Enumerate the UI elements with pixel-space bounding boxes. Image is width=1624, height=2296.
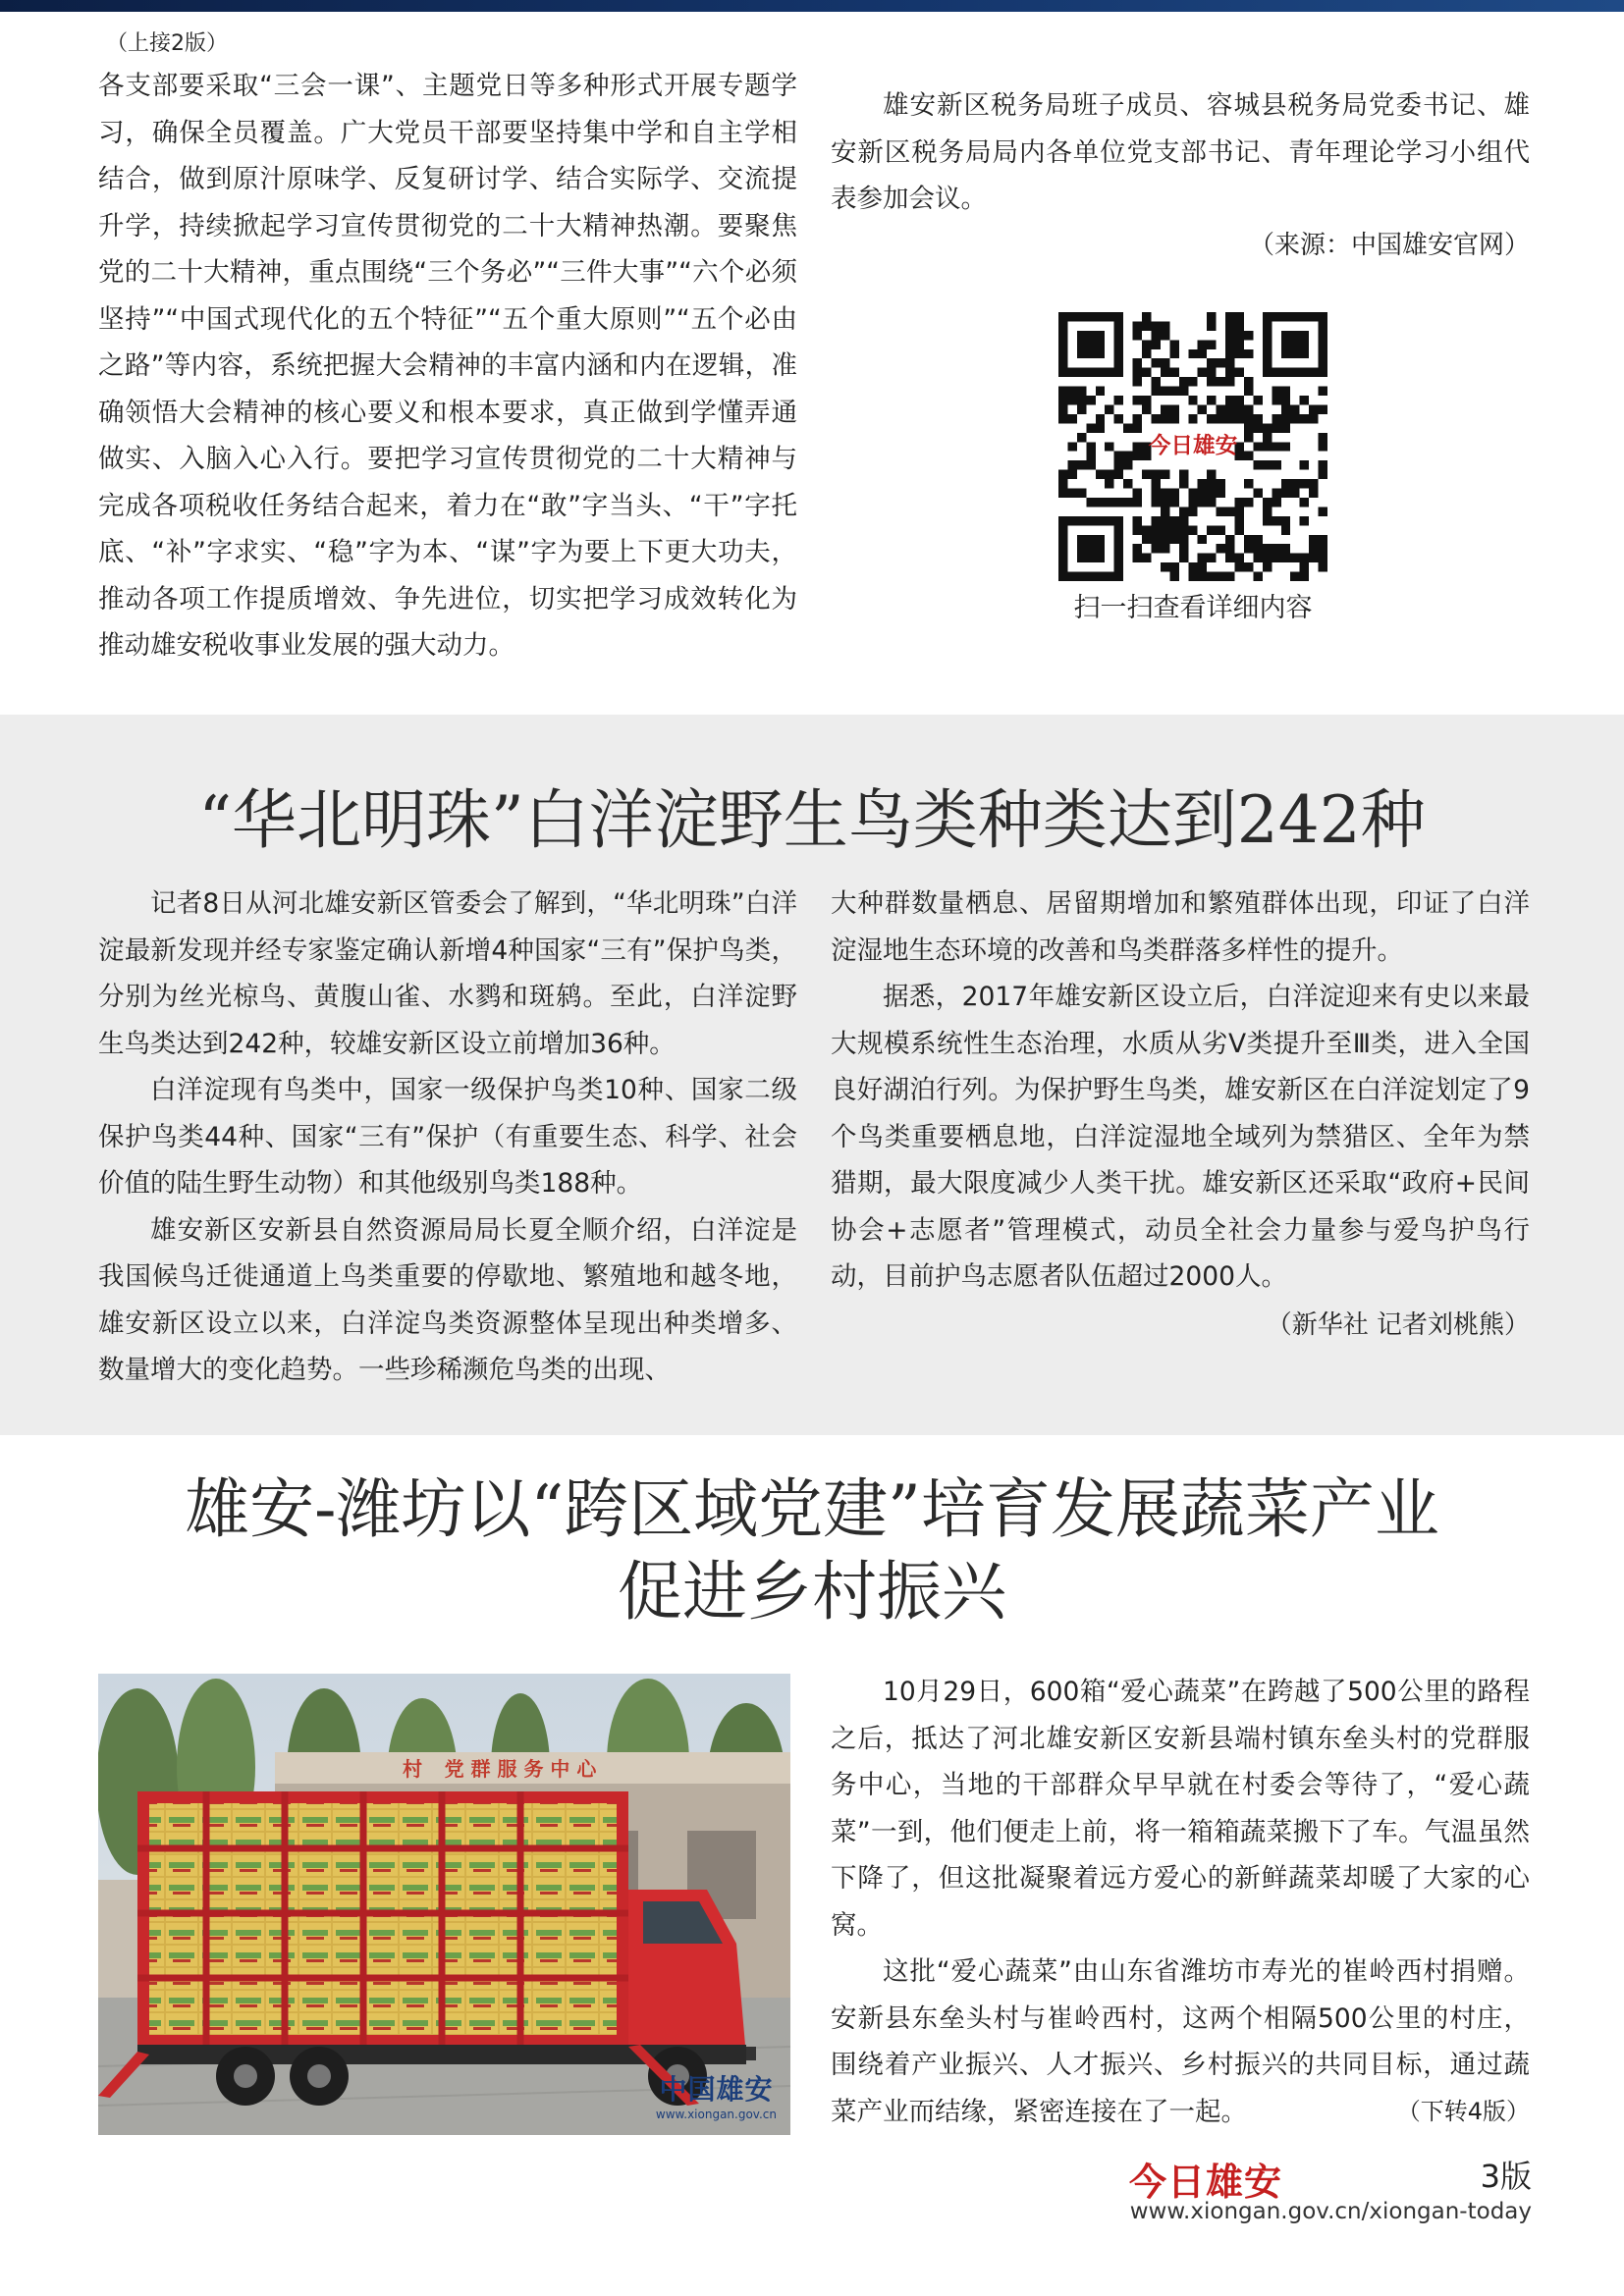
article2-paragraph-1: 记者8日从河北雄安新区管委会了解到，“华北明珠”白洋淀最新发现并经专家鉴定确认新增4种国家“三有”保护鸟类，分别为丝光椋鸟、黄腹山雀、水鹨和斑鸫。至此，白洋淀野生鸟类达到242种，较雄安新区设立前增加36种。 — [98, 888, 797, 1059]
article2-paragraph-3: 雄安新区安新县自然资源局局长夏全顺介绍，白洋淀是我国候鸟迁徙通道上鸟类重要的停歇地、繁殖地和越冬地，雄安新区设立以来，白洋淀鸟类资源整体呈现出种类增多、数量增大的变化趋势。一些珍稀濒危鸟类的出现、 — [98, 1214, 797, 1385]
article1-left-column — [98, 29, 797, 669]
article2-paragraph-4: 据悉，2017年雄安新区设立后，白洋淀迎来有史以来最大规模系统性生态治理，水质从劣Ⅴ类提升至Ⅲ类，进入全国良好湖泊行列。为保护野生鸟类，雄安新区在白洋淀划定了9个鸟类重要栖息地，白洋淀湿地全域列为禁猎区、全年为禁猎期，最大限度减少人类干扰。雄安新区还采取“政府+民间协会+志愿者”管理模式，动员全社会力量参与爱鸟护鸟行动，目前护鸟志愿者队伍超过2000人。 — [831, 982, 1530, 1292]
qr-code-image — [1058, 312, 1327, 581]
article3-paragraph-2 — [831, 1949, 1530, 2135]
watermark-logo: 中国雄安 — [659, 2073, 774, 2106]
article3-right-column — [831, 1669, 1530, 2135]
article1-right-column — [831, 82, 1530, 269]
photo-watermark — [656, 2068, 777, 2121]
article1-paragraph: 各支部要采取“三会一课”、主题党日等多种形式开展专题学习，确保全员覆盖。广大党员干部要坚持集中学和自主学相结合，做到原汁原味学、反复研讨学、结合实际学、交流提升学，持续掀起学习宣传贯彻党的二十大精神热潮。要聚焦党的二十大精神，重点围绕“三个务必”“三件大事”“六个必须坚持”“中国式现代化的五个特征”“五个重大原则”“五个必由之路”等内容，系统把握大会精神的丰富内涵和内在逻辑，准确领悟大会精神的核心要义和根本要求，真正做到学懂弄通做实、入脑入心入行。要把学习宣传贯彻党的二十大精神与完成各项税收任务结合起来，着力在“敢”字当头、“干”字托底、“补”字求实、“稳”字为本、“谋”字为要上下更大功夫，推动各项工作提质增效、争先进位，切实把学习成效转化为推动雄安税收事业发展的强大动力。 — [98, 71, 797, 661]
truck-photo — [98, 1674, 790, 2135]
masthead-logo: 今日雄安 — [1129, 2160, 1283, 2204]
article3-paragraph-2-text: 这批“爱心蔬菜”由山东省潍坊市寿光的崔岭西村捐赠。安新县东垒头村与崔岭西村，这两个相隔500公里的村庄，围绕着产业振兴、人才振兴、乡村振兴的共同目标，通过蔬菜产业而结缘，紧密连接在了一起。 — [831, 1956, 1530, 2127]
page-number: 3版 — [1480, 2158, 1532, 2195]
continued-from-note: （上接2版） — [106, 31, 228, 56]
building-sign-text: 党 群 服 务 中 心 — [444, 1757, 597, 1781]
building-sign-prefix: 村 — [403, 1757, 422, 1781]
footer-url[interactable]: www.xiongan.gov.cn/xiongan-today — [1129, 2199, 1532, 2224]
article2-paragraph-3-cont: 大种群数量栖息、居留期增加和繁殖群体出现，印证了白洋淀湿地生态环境的改善和鸟类群落多样性的提升。 — [831, 888, 1530, 966]
continued-to-note: （下转4版） — [1396, 2097, 1530, 2125]
bird-article-title: “华北明珠”白洋淀野生鸟类种类达到242种 — [198, 782, 1426, 858]
qr-caption: 扫一扫查看详细内容 — [1073, 593, 1313, 623]
truck-photo-drawing — [98, 1674, 790, 2135]
qr-center-logo: 今日雄安 — [1148, 433, 1238, 459]
watermark-url: www.xiongan.gov.cn — [655, 2108, 777, 2121]
vegetable-article-title — [59, 1468, 1565, 1633]
article1-source: （来源：中国雄安官网） — [1248, 230, 1530, 260]
vegetable-title-line-2: 促进乡村振兴 — [618, 1554, 1006, 1629]
article3-paragraph-1: 10月29日，600箱“爱心蔬菜”在跨越了500公里的路程之后，抵达了河北雄安新区安新县端村镇东垒头村的党群服务中心，当地的干部群众早早就在村委会等待了，“爱心蔬菜”一到，他们便走上前，将一箱箱蔬菜搬下了车。气温虽然下降了，但这批凝聚着远方爱心的新鲜蔬菜却暖了大家的心窝。 — [831, 1677, 1530, 1941]
vegetable-title-line-1: 雄安-潍坊以“跨区域党建”培育发展蔬菜产业 — [185, 1471, 1439, 1547]
article2-byline: （新华社 记者刘桃熊） — [1266, 1309, 1530, 1340]
article2-paragraph-2: 白洋淀现有鸟类中，国家一级保护鸟类10种、国家二级保护鸟类44种、国家“三有”保护（有重要生态、科学、社会价值的陆生野生动物）和其他级别鸟类188种。 — [98, 1075, 797, 1199]
article1-attendees-paragraph: 雄安新区税务局班子成员、容城县税务局党委书记、雄安新区税务局局内各单位党支部书记、青年理论学习小组代表参加会议。 — [831, 90, 1530, 214]
top-color-bar — [0, 0, 1624, 12]
article2-right-column — [831, 881, 1530, 1349]
qr-code[interactable] — [1058, 312, 1327, 581]
article2-left-column — [98, 881, 797, 1394]
